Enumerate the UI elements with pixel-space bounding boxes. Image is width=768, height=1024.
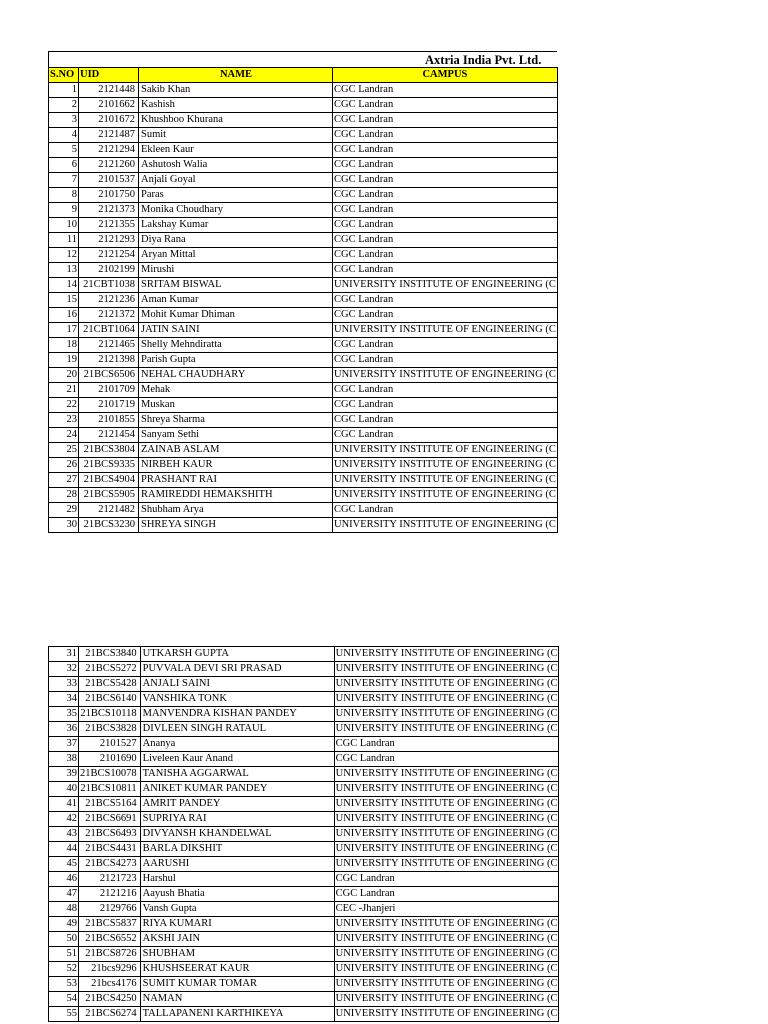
row-uid: 2121216 xyxy=(79,887,141,902)
row-campus: UNIVERSITY INSTITUTE OF ENGINEERING (C xyxy=(334,647,559,662)
row-uid: 2121723 xyxy=(79,872,141,887)
row-sno: 39 xyxy=(49,767,79,782)
row-name: SHUBHAM xyxy=(140,947,334,962)
row-uid: 21bcs4176 xyxy=(79,977,141,992)
row-sno: 18 xyxy=(49,338,79,353)
row-sno: 35 xyxy=(49,707,79,722)
row-campus: CGC Landran xyxy=(333,353,558,368)
row-campus: CGC Landran xyxy=(333,128,558,143)
table-row xyxy=(49,173,558,188)
header-name: NAME xyxy=(139,68,333,83)
row-campus: UNIVERSITY INSTITUTE OF ENGINEERING (C xyxy=(334,932,559,947)
row-sno: 1 xyxy=(49,83,79,98)
table-row xyxy=(49,827,559,842)
row-uid: 2121373 xyxy=(79,203,139,218)
table-row xyxy=(49,857,559,872)
row-campus: UNIVERSITY INSTITUTE OF ENGINEERING (C xyxy=(334,962,559,977)
company-title-row xyxy=(49,52,558,68)
row-name: SUPRIYA RAI xyxy=(140,812,334,827)
table-row xyxy=(49,503,558,518)
row-sno: 42 xyxy=(49,812,79,827)
row-uid: 2121448 xyxy=(79,83,139,98)
row-sno: 47 xyxy=(49,887,79,902)
row-sno: 24 xyxy=(49,428,79,443)
row-name: KHUSHSEERAT KAUR xyxy=(140,962,334,977)
row-name: UTKARSH GUPTA xyxy=(140,647,334,662)
row-name: PRASHANT RAI xyxy=(139,473,333,488)
row-name: NEHAL CHAUDHARY xyxy=(139,368,333,383)
row-name: Anjali Goyal xyxy=(139,173,333,188)
row-sno: 37 xyxy=(49,737,79,752)
row-sno: 48 xyxy=(49,902,79,917)
row-name: TANISHA AGGARWAL xyxy=(140,767,334,782)
row-uid: 21BCS8726 xyxy=(79,947,141,962)
row-sno: 33 xyxy=(49,677,79,692)
table-row xyxy=(49,752,559,767)
row-campus: CGC Landran xyxy=(333,113,558,128)
row-campus: CGC Landran xyxy=(334,737,559,752)
row-sno: 26 xyxy=(49,458,79,473)
row-name: Mohit Kumar Dhiman xyxy=(139,308,333,323)
row-campus: CGC Landran xyxy=(333,203,558,218)
row-campus: UNIVERSITY INSTITUTE OF ENGINEERING (C xyxy=(334,677,559,692)
table-row xyxy=(49,428,558,443)
table-row xyxy=(49,248,558,263)
table-row xyxy=(49,722,559,737)
row-uid: 21BCS6691 xyxy=(79,812,141,827)
row-name: NAMAN xyxy=(140,992,334,1007)
table-row xyxy=(49,113,558,128)
table-row xyxy=(49,647,559,662)
row-campus: UNIVERSITY INSTITUTE OF ENGINEERING (C xyxy=(334,947,559,962)
row-sno: 31 xyxy=(49,647,79,662)
row-sno: 44 xyxy=(49,842,79,857)
row-uid: 21BCS5272 xyxy=(79,662,141,677)
row-name: RAMIREDDI HEMAKSHITH xyxy=(139,488,333,503)
row-name: Aayush Bhatia xyxy=(140,887,334,902)
table-row xyxy=(49,413,558,428)
row-sno: 10 xyxy=(49,218,79,233)
row-sno: 14 xyxy=(49,278,79,293)
row-campus: UNIVERSITY INSTITUTE OF ENGINEERING (C xyxy=(333,518,558,533)
row-sno: 50 xyxy=(49,932,79,947)
table-row xyxy=(49,128,558,143)
table-row xyxy=(49,812,559,827)
row-sno: 23 xyxy=(49,413,79,428)
table-row xyxy=(49,797,559,812)
row-campus: CGC Landran xyxy=(333,218,558,233)
table-row xyxy=(49,188,558,203)
row-uid: 21CBT1038 xyxy=(79,278,139,293)
row-name: AKSHI JAIN xyxy=(140,932,334,947)
table-row xyxy=(49,158,558,173)
header-sno: S.NO xyxy=(49,68,79,83)
row-name: PUVVALA DEVI SRI PRASAD xyxy=(140,662,334,677)
row-name: Sumit xyxy=(139,128,333,143)
row-campus: CGC Landran xyxy=(333,503,558,518)
row-uid: 2101662 xyxy=(79,98,139,113)
row-sno: 29 xyxy=(49,503,79,518)
row-name: Diya Rana xyxy=(139,233,333,248)
row-campus: CGC Landran xyxy=(333,428,558,443)
row-campus: UNIVERSITY INSTITUTE OF ENGINEERING (C xyxy=(333,443,558,458)
row-sno: 28 xyxy=(49,488,79,503)
row-sno: 11 xyxy=(49,233,79,248)
row-uid: 2121236 xyxy=(79,293,139,308)
row-sno: 54 xyxy=(49,992,79,1007)
row-name: ANJALI SAINI xyxy=(140,677,334,692)
row-uid: 21BCS6506 xyxy=(79,368,139,383)
row-name: Monika Choudhary xyxy=(139,203,333,218)
row-sno: 30 xyxy=(49,518,79,533)
row-campus: CGC Landran xyxy=(333,143,558,158)
row-uid: 21BCS5164 xyxy=(79,797,141,812)
row-uid: 2101750 xyxy=(79,188,139,203)
table-row xyxy=(49,947,559,962)
row-sno: 5 xyxy=(49,143,79,158)
row-sno: 7 xyxy=(49,173,79,188)
row-name: Paras xyxy=(139,188,333,203)
row-name: TALLAPANENI KARTHIKEYA xyxy=(140,1007,334,1022)
row-uid: 21BCS5905 xyxy=(79,488,139,503)
row-campus: UNIVERSITY INSTITUTE OF ENGINEERING (C xyxy=(333,488,558,503)
row-campus: CEC -Jhanjeri xyxy=(334,902,559,917)
student-list-table-top xyxy=(48,51,558,533)
row-sno: 40 xyxy=(49,782,79,797)
row-campus: CGC Landran xyxy=(333,398,558,413)
row-name: Mirushi xyxy=(139,263,333,278)
row-campus: CGC Landran xyxy=(334,752,559,767)
row-campus: CGC Landran xyxy=(333,248,558,263)
table-row xyxy=(49,458,558,473)
row-campus: UNIVERSITY INSTITUTE OF ENGINEERING (C xyxy=(334,692,559,707)
row-campus: CGC Landran xyxy=(333,188,558,203)
row-uid: 2102199 xyxy=(79,263,139,278)
row-campus: UNIVERSITY INSTITUTE OF ENGINEERING (C xyxy=(334,857,559,872)
row-sno: 15 xyxy=(49,293,79,308)
row-name: Ekleen Kaur xyxy=(139,143,333,158)
row-campus: UNIVERSITY INSTITUTE OF ENGINEERING (C xyxy=(334,722,559,737)
row-uid: 21BCS4904 xyxy=(79,473,139,488)
table-row xyxy=(49,98,558,113)
row-sno: 22 xyxy=(49,398,79,413)
table-row xyxy=(49,932,559,947)
row-campus: UNIVERSITY INSTITUTE OF ENGINEERING (C xyxy=(334,662,559,677)
row-name: Harshul xyxy=(140,872,334,887)
row-sno: 25 xyxy=(49,443,79,458)
row-sno: 41 xyxy=(49,797,79,812)
row-uid: 21BCS3828 xyxy=(79,722,141,737)
row-uid: 21BCS10811 xyxy=(79,782,141,797)
table-row xyxy=(49,917,559,932)
row-uid: 2121454 xyxy=(79,428,139,443)
row-name: Aman Kumar xyxy=(139,293,333,308)
row-uid: 2121355 xyxy=(79,218,139,233)
row-uid: 2101855 xyxy=(79,413,139,428)
row-campus: UNIVERSITY INSTITUTE OF ENGINEERING (C xyxy=(334,767,559,782)
row-uid: 21BCS9335 xyxy=(79,458,139,473)
table-row xyxy=(49,308,558,323)
row-name: DIVYANSH KHANDELWAL xyxy=(140,827,334,842)
table-row xyxy=(49,263,558,278)
table-row xyxy=(49,443,558,458)
company-title: Axtria India Pvt. Ltd. xyxy=(333,52,558,68)
row-sno: 6 xyxy=(49,158,79,173)
row-uid: 21BCS6140 xyxy=(79,692,141,707)
table-row xyxy=(49,278,558,293)
row-campus: CGC Landran xyxy=(333,83,558,98)
row-sno: 8 xyxy=(49,188,79,203)
row-uid: 2101690 xyxy=(79,752,141,767)
row-name: Ashutosh Walia xyxy=(139,158,333,173)
header-campus: CAMPUS xyxy=(333,68,558,83)
row-uid: 21BCS5837 xyxy=(79,917,141,932)
row-uid: 2121294 xyxy=(79,143,139,158)
table-row xyxy=(49,353,558,368)
row-uid: 21BCS10078 xyxy=(79,767,141,782)
row-campus: UNIVERSITY INSTITUTE OF ENGINEERING (C xyxy=(334,917,559,932)
student-list-table-bottom xyxy=(48,646,559,1022)
row-uid: 2121487 xyxy=(79,128,139,143)
table-row xyxy=(49,767,559,782)
row-uid: 21CBT1064 xyxy=(79,323,139,338)
row-campus: CGC Landran xyxy=(333,293,558,308)
row-campus: UNIVERSITY INSTITUTE OF ENGINEERING (C xyxy=(333,458,558,473)
row-sno: 20 xyxy=(49,368,79,383)
row-name: Shelly Mehndiratta xyxy=(139,338,333,353)
row-campus: UNIVERSITY INSTITUTE OF ENGINEERING (C xyxy=(333,473,558,488)
table-row xyxy=(49,218,558,233)
row-campus: UNIVERSITY INSTITUTE OF ENGINEERING (C xyxy=(334,797,559,812)
row-uid: 21BCS4431 xyxy=(79,842,141,857)
table-row xyxy=(49,1007,559,1022)
row-campus: CGC Landran xyxy=(333,173,558,188)
table-row xyxy=(49,323,558,338)
table-row xyxy=(49,887,559,902)
row-sno: 3 xyxy=(49,113,79,128)
row-campus: UNIVERSITY INSTITUTE OF ENGINEERING (C xyxy=(334,707,559,722)
table-row xyxy=(49,398,558,413)
table-row xyxy=(49,368,558,383)
table-row xyxy=(49,83,558,98)
row-sno: 4 xyxy=(49,128,79,143)
table-row xyxy=(49,233,558,248)
row-campus: CGC Landran xyxy=(334,872,559,887)
row-uid: 2101527 xyxy=(79,737,141,752)
column-header-row xyxy=(49,68,558,83)
row-sno: 51 xyxy=(49,947,79,962)
row-sno: 13 xyxy=(49,263,79,278)
table-row xyxy=(49,677,559,692)
row-sno: 45 xyxy=(49,857,79,872)
table-row xyxy=(49,488,558,503)
row-name: SHREYA SINGH xyxy=(139,518,333,533)
row-uid: 2121372 xyxy=(79,308,139,323)
row-uid: 2101709 xyxy=(79,383,139,398)
row-campus: UNIVERSITY INSTITUTE OF ENGINEERING (C xyxy=(334,812,559,827)
row-uid: 2129766 xyxy=(79,902,141,917)
table-row xyxy=(49,737,559,752)
row-campus: UNIVERSITY INSTITUTE OF ENGINEERING (C xyxy=(334,992,559,1007)
row-sno: 36 xyxy=(49,722,79,737)
row-sno: 49 xyxy=(49,917,79,932)
row-name: MANVENDRA KISHAN PANDEY xyxy=(140,707,334,722)
row-campus: UNIVERSITY INSTITUTE OF ENGINEERING (C xyxy=(334,1007,559,1022)
header-uid: UID xyxy=(79,68,139,83)
row-name: VANSHIKA TONK xyxy=(140,692,334,707)
table-row xyxy=(49,902,559,917)
row-name: SRITAM BISWAL xyxy=(139,278,333,293)
table-row xyxy=(49,203,558,218)
row-uid: 2121254 xyxy=(79,248,139,263)
row-name: DIVLEEN SINGH RATAUL xyxy=(140,722,334,737)
row-uid: 21BCS4273 xyxy=(79,857,141,872)
row-sno: 2 xyxy=(49,98,79,113)
row-name: SUMIT KUMAR TOMAR xyxy=(140,977,334,992)
row-name: Mehak xyxy=(139,383,333,398)
table-row xyxy=(49,518,558,533)
row-uid: 2101537 xyxy=(79,173,139,188)
row-name: Parish Gupta xyxy=(139,353,333,368)
row-uid: 21BCS10118 xyxy=(79,707,141,722)
table-row xyxy=(49,962,559,977)
row-sno: 27 xyxy=(49,473,79,488)
row-name: Shubham Arya xyxy=(139,503,333,518)
row-campus: UNIVERSITY INSTITUTE OF ENGINEERING (C xyxy=(333,323,558,338)
row-uid: 21BCS6493 xyxy=(79,827,141,842)
row-campus: CGC Landran xyxy=(333,263,558,278)
row-name: Ananya xyxy=(140,737,334,752)
row-name: Aryan Mittal xyxy=(139,248,333,263)
row-campus: UNIVERSITY INSTITUTE OF ENGINEERING (C xyxy=(334,782,559,797)
row-name: Sanyam Sethi xyxy=(139,428,333,443)
table-row xyxy=(49,692,559,707)
row-name: Liveleen Kaur Anand xyxy=(140,752,334,767)
row-uid: 21BCS3804 xyxy=(79,443,139,458)
row-uid: 2121398 xyxy=(79,353,139,368)
row-sno: 17 xyxy=(49,323,79,338)
table-row xyxy=(49,872,559,887)
table-row xyxy=(49,473,558,488)
row-uid: 2101672 xyxy=(79,113,139,128)
row-campus: CGC Landran xyxy=(333,413,558,428)
row-campus: CGC Landran xyxy=(333,98,558,113)
row-uid: 21bcs9296 xyxy=(79,962,141,977)
row-uid: 2121293 xyxy=(79,233,139,248)
row-uid: 2101719 xyxy=(79,398,139,413)
row-name: Khushboo Khurana xyxy=(139,113,333,128)
row-name: AMRIT PANDEY xyxy=(140,797,334,812)
row-name: Kashish xyxy=(139,98,333,113)
row-sno: 43 xyxy=(49,827,79,842)
row-name: JATIN SAINI xyxy=(139,323,333,338)
row-name: ZAINAB ASLAM xyxy=(139,443,333,458)
row-uid: 21BCS5428 xyxy=(79,677,141,692)
row-sno: 19 xyxy=(49,353,79,368)
row-sno: 12 xyxy=(49,248,79,263)
table-row xyxy=(49,782,559,797)
row-sno: 9 xyxy=(49,203,79,218)
row-name: Lakshay Kumar xyxy=(139,218,333,233)
row-sno: 21 xyxy=(49,383,79,398)
row-campus: UNIVERSITY INSTITUTE OF ENGINEERING (C xyxy=(334,977,559,992)
table-row xyxy=(49,383,558,398)
row-sno: 46 xyxy=(49,872,79,887)
row-sno: 55 xyxy=(49,1007,79,1022)
row-sno: 32 xyxy=(49,662,79,677)
row-name: Muskan xyxy=(139,398,333,413)
table-row xyxy=(49,143,558,158)
row-campus: CGC Landran xyxy=(333,308,558,323)
row-name: Shreya Sharma xyxy=(139,413,333,428)
row-campus: CGC Landran xyxy=(333,383,558,398)
row-uid: 21BCS4250 xyxy=(79,992,141,1007)
table-row xyxy=(49,992,559,1007)
table-row xyxy=(49,977,559,992)
row-sno: 16 xyxy=(49,308,79,323)
row-name: ANIKET KUMAR PANDEY xyxy=(140,782,334,797)
table-row xyxy=(49,338,558,353)
row-campus: UNIVERSITY INSTITUTE OF ENGINEERING (C xyxy=(333,278,558,293)
row-name: RIYA KUMARI xyxy=(140,917,334,932)
row-sno: 52 xyxy=(49,962,79,977)
row-uid: 2121482 xyxy=(79,503,139,518)
row-campus: UNIVERSITY INSTITUTE OF ENGINEERING (C xyxy=(333,368,558,383)
table-row xyxy=(49,662,559,677)
table-row xyxy=(49,842,559,857)
row-name: AARUSHI xyxy=(140,857,334,872)
row-campus: CGC Landran xyxy=(333,338,558,353)
table-row xyxy=(49,707,559,722)
row-name: BARLA DIKSHIT xyxy=(140,842,334,857)
row-name: NIRBEH KAUR xyxy=(139,458,333,473)
table-row xyxy=(49,293,558,308)
row-campus: CGC Landran xyxy=(333,233,558,248)
row-sno: 53 xyxy=(49,977,79,992)
row-campus: CGC Landran xyxy=(333,158,558,173)
row-uid: 21BCS6274 xyxy=(79,1007,141,1022)
row-name: Vansh Gupta xyxy=(140,902,334,917)
row-campus: UNIVERSITY INSTITUTE OF ENGINEERING (C xyxy=(334,842,559,857)
row-uid: 2121465 xyxy=(79,338,139,353)
row-sno: 34 xyxy=(49,692,79,707)
row-uid: 21BCS3840 xyxy=(79,647,141,662)
row-campus: UNIVERSITY INSTITUTE OF ENGINEERING (C xyxy=(334,827,559,842)
row-uid: 2121260 xyxy=(79,158,139,173)
row-campus: CGC Landran xyxy=(334,887,559,902)
row-uid: 21BCS3230 xyxy=(79,518,139,533)
row-uid: 21BCS6552 xyxy=(79,932,141,947)
row-sno: 38 xyxy=(49,752,79,767)
row-name: Sakib Khan xyxy=(139,83,333,98)
